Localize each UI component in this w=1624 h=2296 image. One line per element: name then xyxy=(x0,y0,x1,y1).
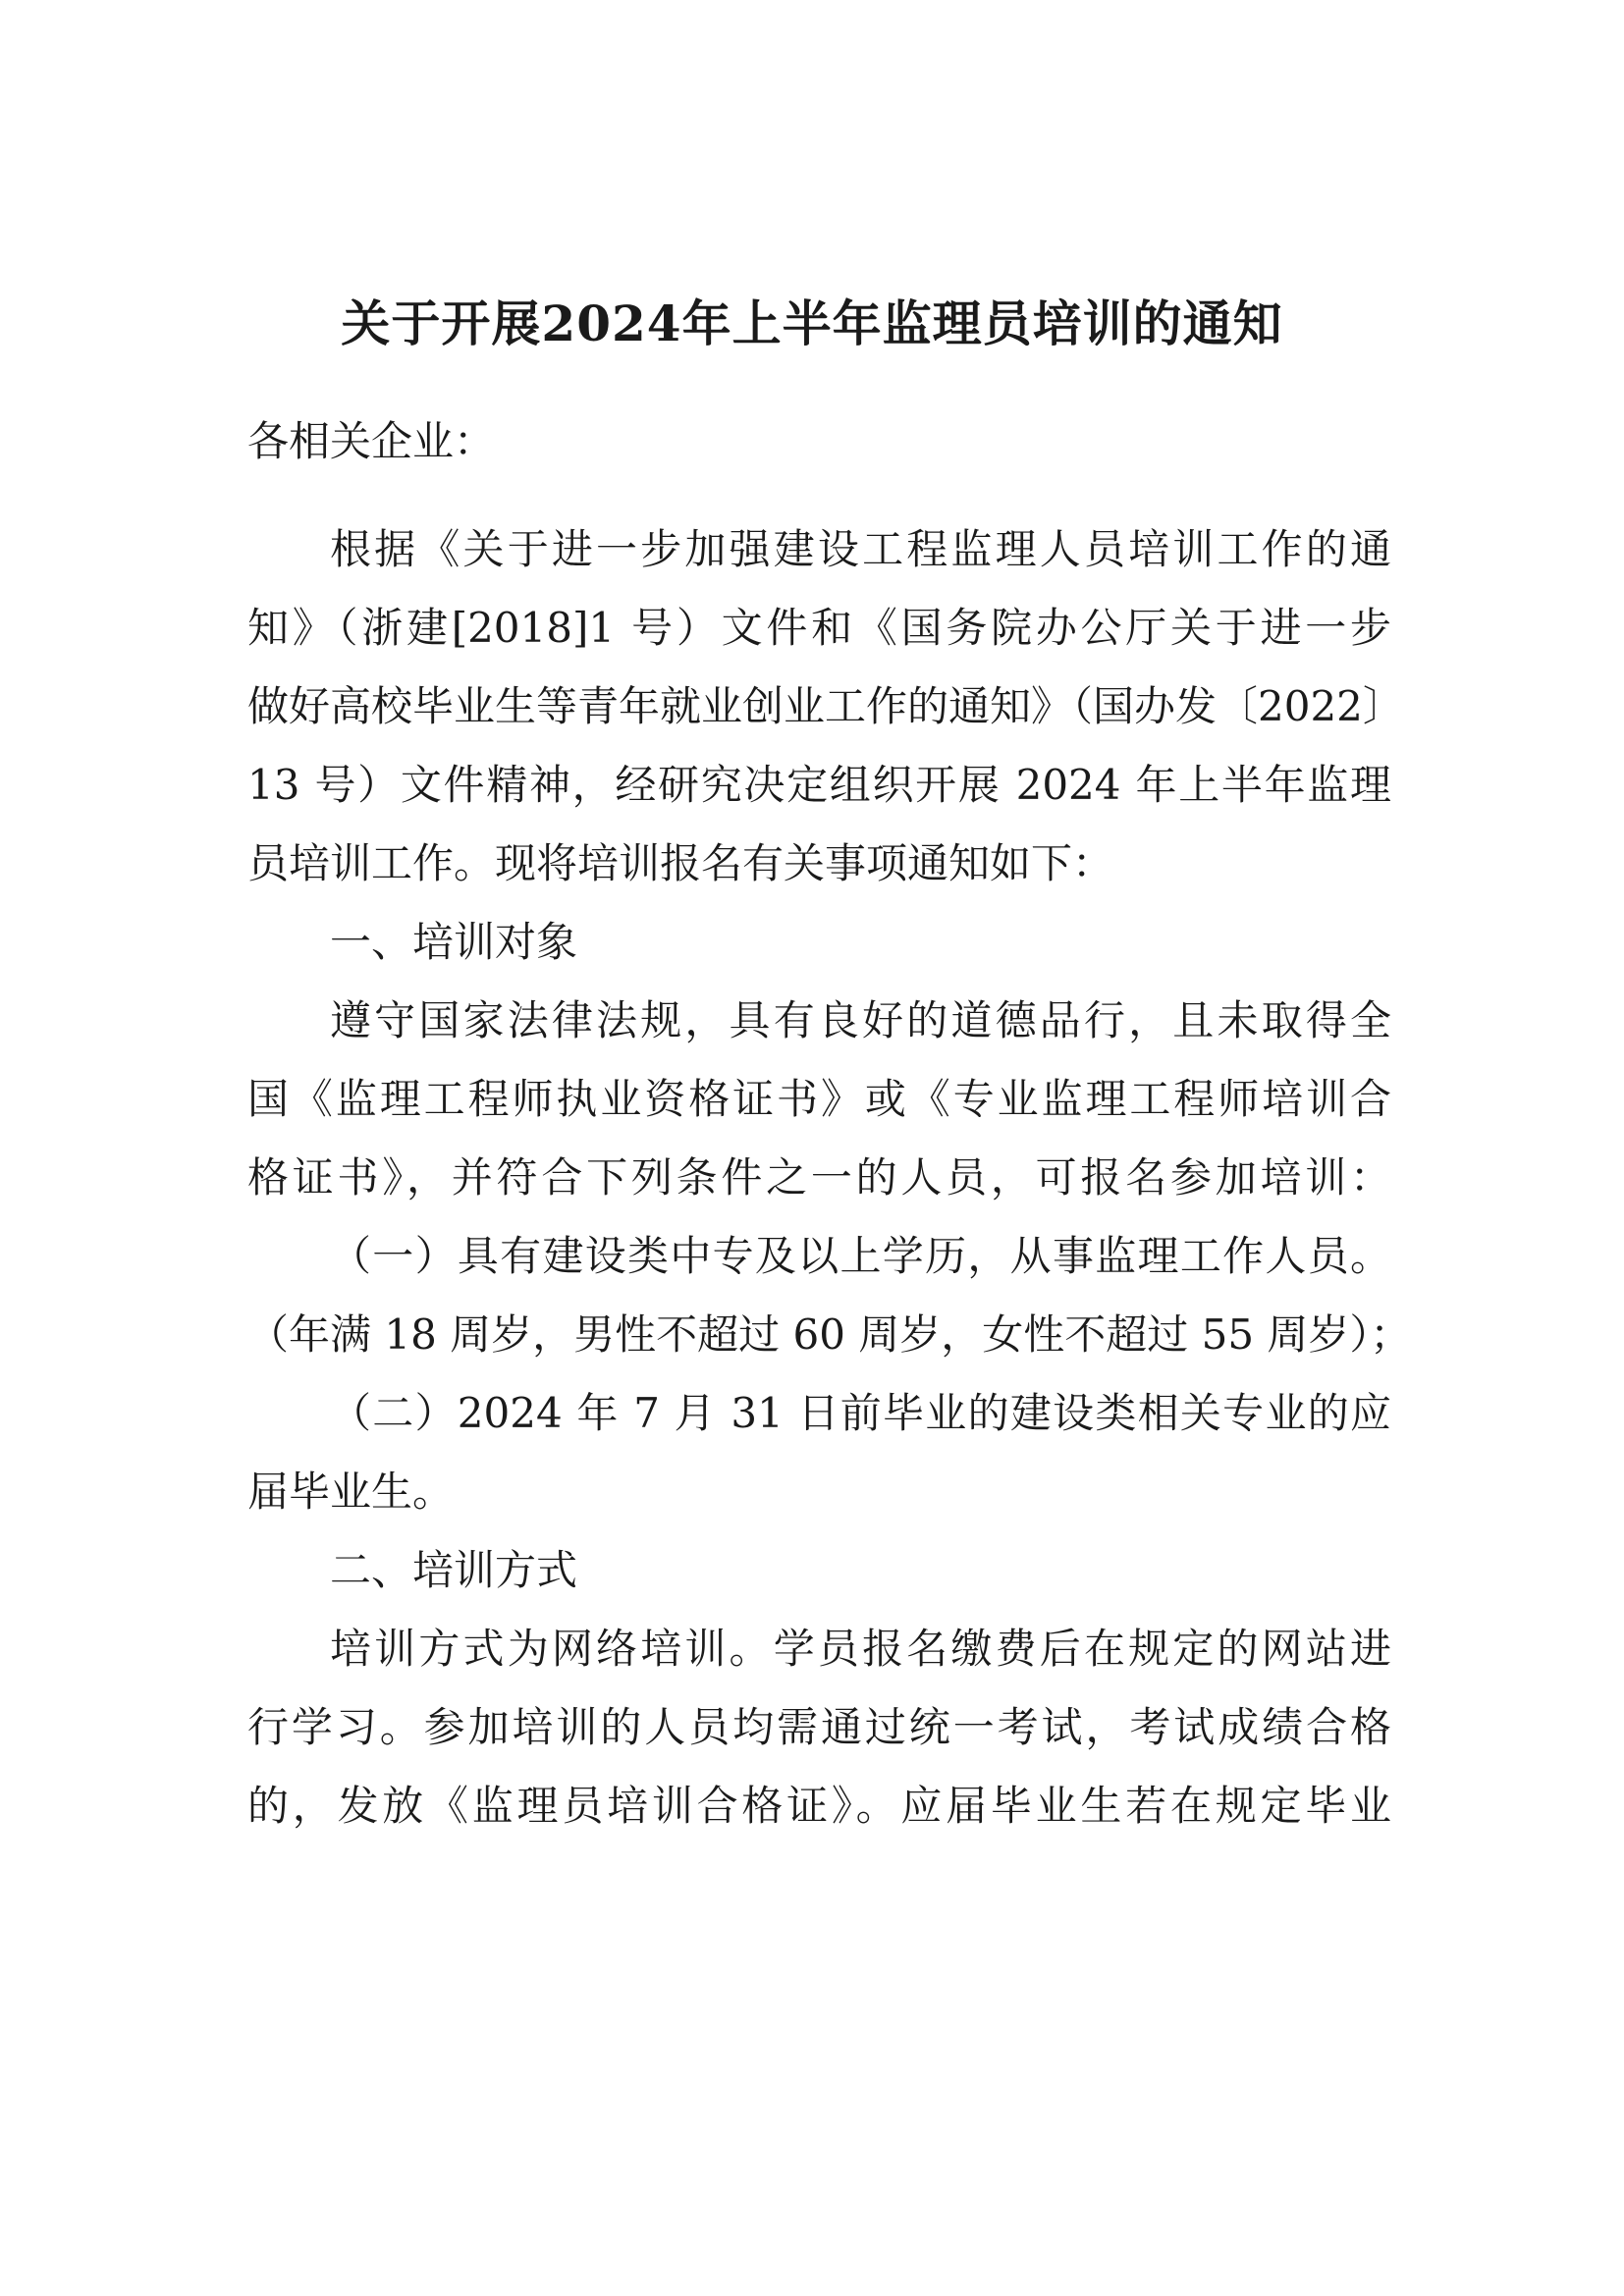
paragraph-line: 国《监理工程师执业资格证书》或《专业监理工程师培训合 xyxy=(247,1075,1391,1123)
list-item-line: （一）具有建设类中专及以上学历，从事监理工作人员。 xyxy=(330,1232,1391,1280)
section-heading: 一、培训对象 xyxy=(330,918,578,966)
paragraph-line: 培训方式为网络培训。学员报名缴费后在规定的网站进 xyxy=(330,1625,1391,1673)
document-title: 关于开展2024年上半年监理员培训的通知 xyxy=(341,294,1283,352)
list-item-line: （二）2024 年 7 月 31 日前毕业的建设类相关专业的应 xyxy=(330,1389,1391,1437)
paragraph-line: 员培训工作。现将培训报名有关事项通知如下： xyxy=(247,839,1114,887)
paragraph-line: 的，发放《监理员培训合格证》。应届毕业生若在规定毕业 xyxy=(247,1782,1391,1830)
paragraph-line: 做好高校毕业生等青年就业创业工作的通知》（国办发〔2022〕 xyxy=(247,682,1404,730)
paragraph-line: 13 号）文件精神，经研究决定组织开展 2024 年上半年监理 xyxy=(247,761,1391,809)
paragraph-line: 知》（浙建[2018]1 号）文件和《国务院办公厅关于进一步 xyxy=(247,604,1391,652)
list-item-line: 届毕业生。 xyxy=(247,1468,455,1516)
paragraph-line: 遵守国家法律法规，具有良好的道德品行，且未取得全 xyxy=(330,996,1391,1044)
salutation: 各相关企业： xyxy=(247,417,496,465)
section-heading: 二、培训方式 xyxy=(330,1546,578,1594)
list-item-line: （年满 18 周岁，男性不超过 60 周岁，女性不超过 55 周岁）； xyxy=(247,1310,1412,1359)
paragraph-line: 行学习。参加培训的人员均需通过统一考试，考试成绩合格 xyxy=(247,1703,1391,1751)
paragraph-line: 格证书》，并符合下列条件之一的人员，可报名参加培训： xyxy=(247,1153,1391,1201)
paragraph-line: 根据《关于进一步加强建设工程监理人员培训工作的通 xyxy=(330,525,1391,573)
